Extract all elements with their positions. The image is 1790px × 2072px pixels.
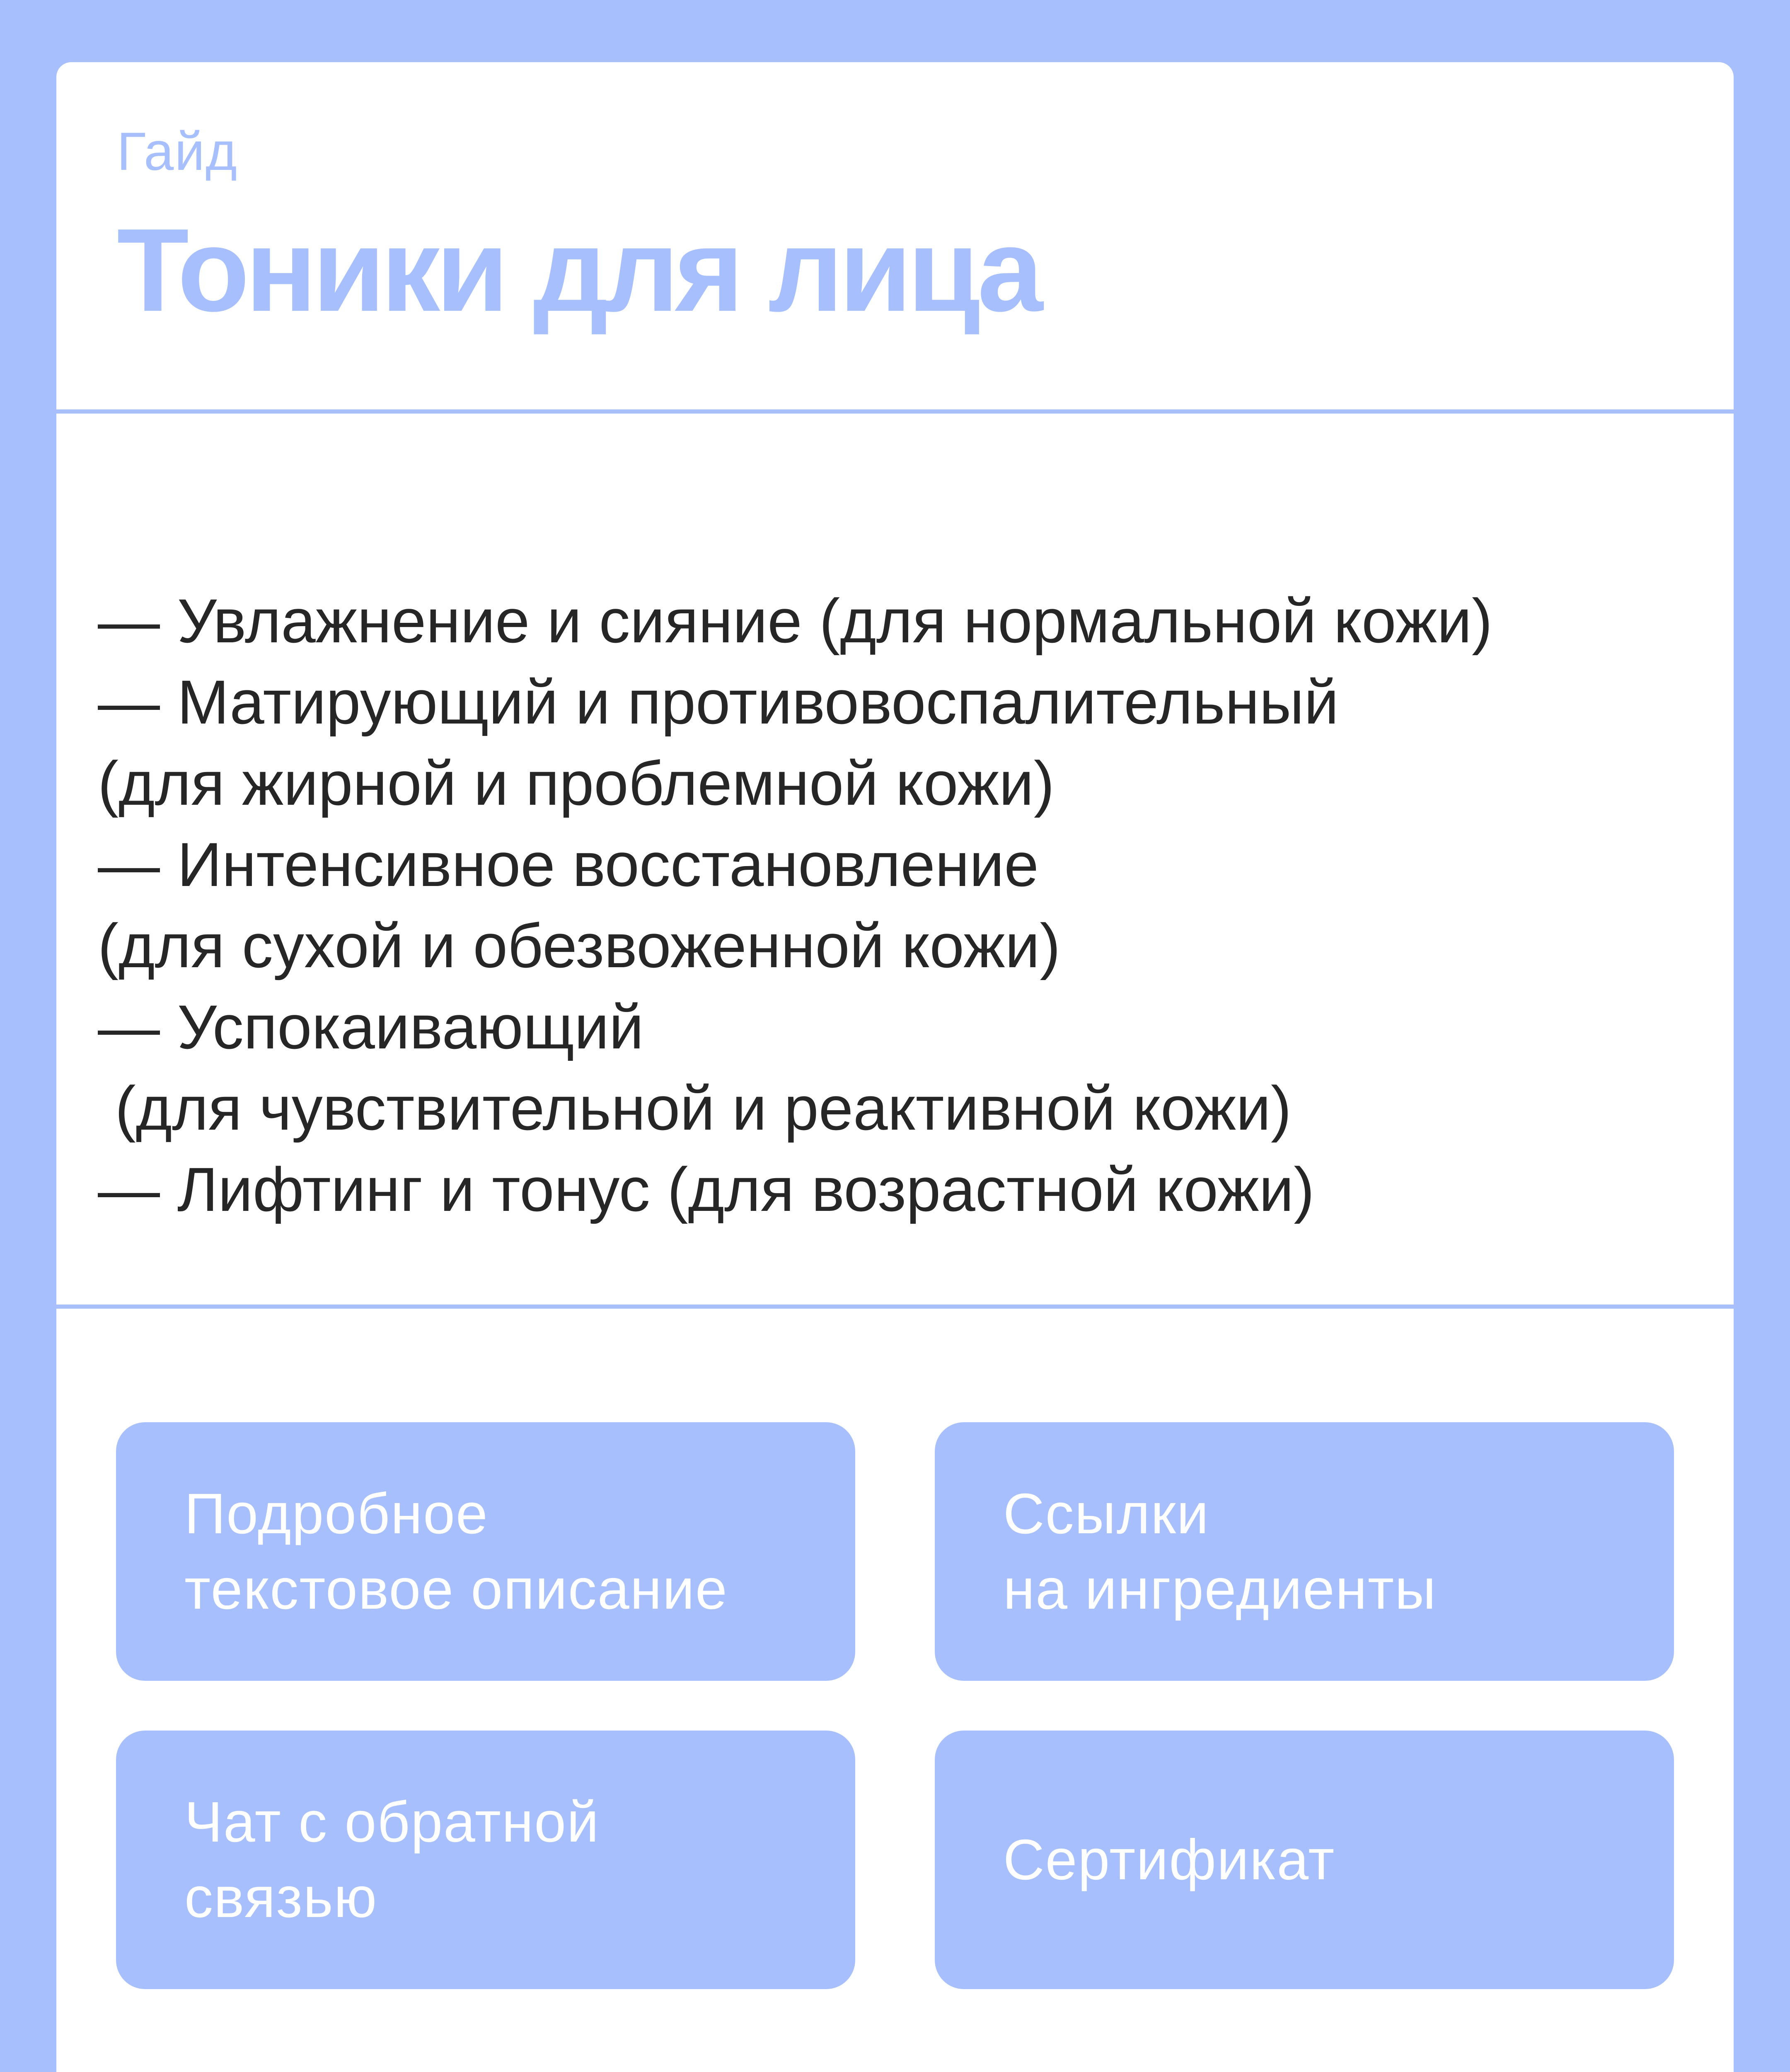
page-title: Тоники для лица <box>117 204 1039 336</box>
eyebrow-label: Гайд <box>117 121 238 182</box>
guide-card <box>56 62 1734 2072</box>
feedback-chat-button[interactable] <box>116 1731 855 1989</box>
list-line: — Матирующий и противовоспалительный <box>98 667 1339 737</box>
tile-label: Подробное текстовое описание <box>184 1482 728 1621</box>
tile-label: Сертификат <box>1003 1828 1335 1892</box>
ingredient-links-button[interactable] <box>935 1422 1674 1681</box>
list-line: — Лифтинг и тонус (для возрастной кожи) <box>98 1155 1315 1224</box>
tile-label: Чат с обратной связью <box>184 1790 600 1929</box>
list-line: — Интенсивное восстановление <box>98 830 1039 899</box>
divider <box>56 409 1734 414</box>
list-line: — Увлажнение и сияние (для нормальной кожи) <box>98 586 1492 656</box>
list-line: (для жирной и проблемной кожи) <box>98 748 1055 818</box>
list-line: (для чувствительной и реактивной кожи) <box>98 1073 1292 1143</box>
card-header <box>56 62 1734 410</box>
list-line: — Успокаивающий <box>98 992 644 1062</box>
tile-label: Ссылки на ингредиенты <box>1003 1482 1437 1621</box>
detailed-description-button[interactable] <box>116 1422 855 1681</box>
toner-types-list <box>98 580 1693 1230</box>
divider <box>56 1305 1734 1309</box>
certificate-button[interactable] <box>935 1731 1674 1989</box>
list-line: (для сухой и обезвоженной кожи) <box>98 911 1061 980</box>
